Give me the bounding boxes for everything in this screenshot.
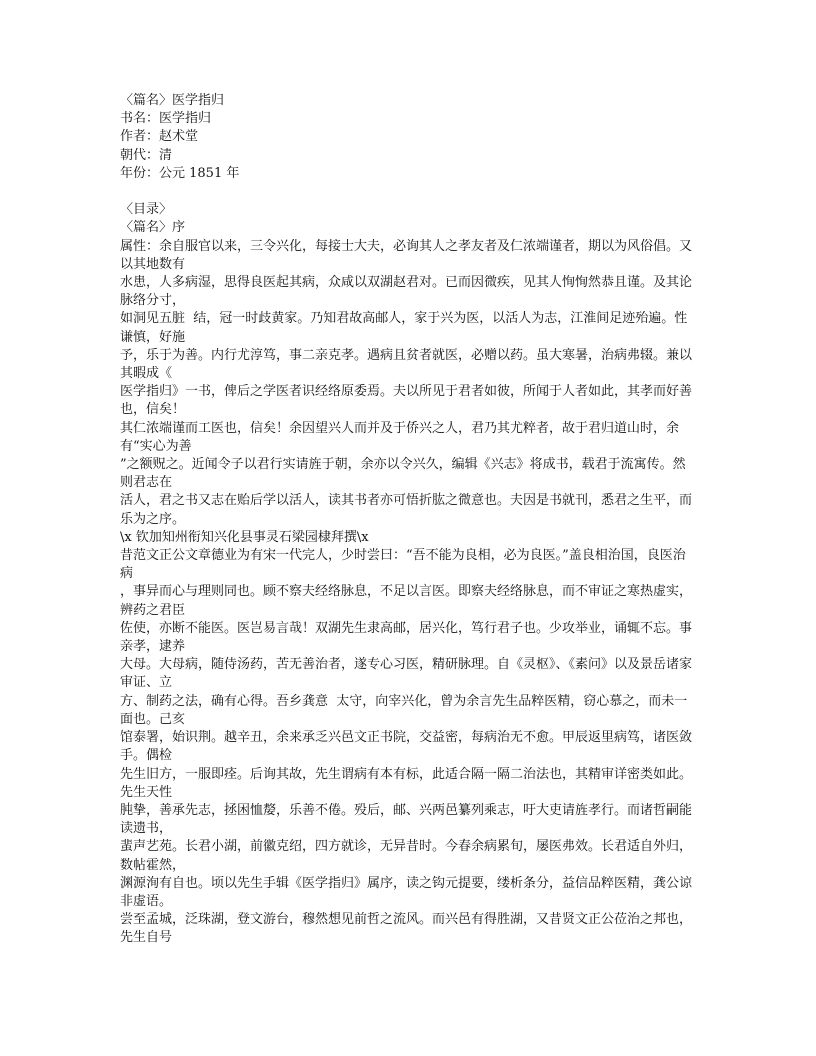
paragraph: 佐使，亦断不能医。医岂易言哉！双湖先生隶高邮，居兴化，笃行君子也。少攻举业，诵辄不忘。事亲孝，逮养 [120,620,693,655]
paragraph: 其仁浓端谨而工医也，信矣！余因望兴人而并及于侨兴之人，君乃其尤粹者，故于君归道山时，余有“实心为善 [120,420,680,454]
paragraph: 大母。大母病，随侍汤药，苦无善治者，遂专心习医，精研脉理。自《灵枢》、《素问》以及景岳诸家审证、立 [120,657,693,691]
paragraph: 渊源洵有自也。顷以先生手辑《医学指归》属序，读之钩元提要，缕析条分，益信品粹医精，龚公谅非虚语。 [120,875,693,909]
paragraph: 方、制药之法，确有心得。吾乡龚意 太守，向宰兴化，曾为余言先生品粹医精，窃心慕之，而未一面也。己亥 [120,693,688,727]
signature-line: \x 钦加知州衔知兴化县事灵石梁园棣拜撰\x [120,529,369,545]
paragraph: 予，乐于为善。内行尤淳笃，事二亲克孝。遇病且贫者就医，必赠以药。虽大寒暑，治病弗辍。兼以其暇成《 [120,347,693,382]
chapter-title-line: 〈篇名〉医学指归 [120,93,225,108]
paragraph: 活人，君之书又志在贻后学以活人，读其书者亦可悟折肱之微意也。夫因是书就刊，悉君之生平，而乐为之序。 [120,493,693,527]
paragraph: 如洞见五脏 结，冠一时歧黄家。乃知君故高邮人，家于兴为医，以活人为志，江淮间足迹殆遍。性谦慎，好施 [120,311,688,345]
dynasty-line: 朝代：清 [120,147,173,163]
paragraph: 昔范文正公文章德业为有宋一代完人，少时尝曰：“吾不能为良相，必为良医。”盖良相治国，良医治病 [120,548,686,582]
paragraph: 医学指归》一书，俾后之学医者识经络原委焉。夫以所见于君者如彼，所闻于人者如此，其孝而好善也，信矣！ [120,384,693,418]
paragraph: 蜚声艺苑。长君小湖，前徽克绍，四方就诊，无异昔时。今春余病累旬，屡医弗效。长君适自外归，数帖霍然， [120,839,693,873]
year-line: 年份：公元 1851 年 [120,165,240,181]
paragraph: ，事异而心与理则同也。顾不察夫经络脉息，不足以言医。即察夫经络脉息，而不审证之寒热虚实，辨药之君臣 [120,584,693,618]
blank-line [120,183,698,201]
paragraph: ”之额贶之。近闻令子以君行实请旌于朝，余亦以令兴久，编辑《兴志》将成书，载君于流寓传。然则君志在 [120,457,686,491]
toc-heading: 〈目录〉 [120,202,173,218]
section-title-preface: 〈篇名〉序 [120,220,186,236]
author-line: 作者：赵术堂 [120,129,199,145]
paragraph: 尝至孟城，泛珠湖，登文游台，穆然想见前哲之流风。而兴邑有得胜湖，又昔贤文正公莅治之邦也，先生自号 [120,912,693,946]
paragraph: 水患，人多病湿，思得良医起其病，众咸以双湖赵君对。已而因微疾，见其人恂恂然恭且谨。及其论脉络分寸， [120,275,693,309]
paragraph: 先生旧方，一服即痊。后询其故，先生谓病有本有标，此适合隔一隔二治法也，其精审详密类如此。先生天性 [120,766,693,800]
book-name-line: 书名：医学指归 [120,111,212,127]
paragraph: 肫挚，善承先志，拯困恤嫠，乐善不倦。殁后，邮、兴两邑纂列乘志，吁大吏请旌孝行。而诸哲嗣能读遗书， [120,802,693,837]
document-body [120,92,698,948]
paragraph: 馆泰署，始识荆。越辛丑，余来承乏兴邑文正书院，交益密，每病治无不愈。甲辰返里病笃，诸医敛手。偶检 [120,730,693,764]
paragraph: 属性：余自服官以来，三令兴化，每接士大夫，必询其人之孝友者及仁浓端谨者，期以为风俗倡。又以其地数有 [120,238,693,272]
